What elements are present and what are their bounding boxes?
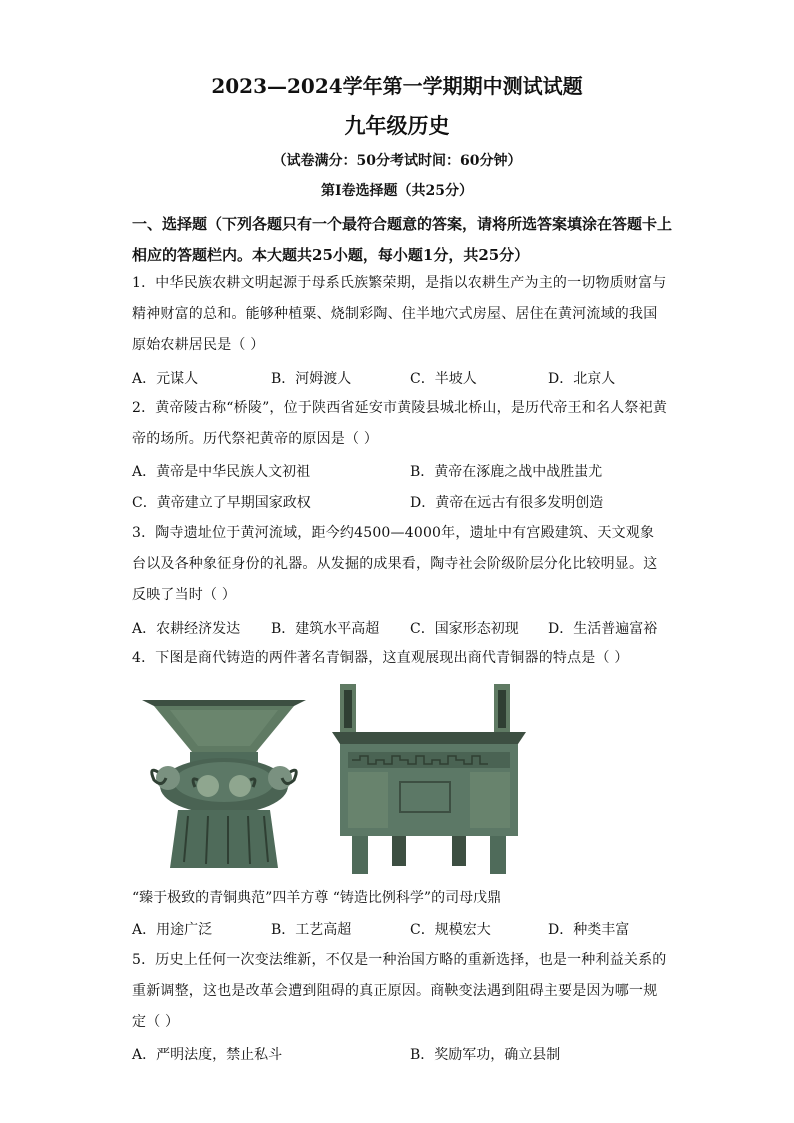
question-5-options <box>132 1044 672 1068</box>
option-b: B．河姆渡人 <box>271 371 352 387</box>
question-3-stem: 3．陶寺遗址位于黄河流域，距今约4500—4000年，遗址中有宫殿建筑、天文观象台以及各种象征身份的礼器。从发掘的成果看，陶寺社会阶级阶层分化比较明显。这反映了当时（ ） <box>132 525 658 603</box>
question-1-options <box>132 368 672 392</box>
option-c: C．半坡人 <box>410 371 477 387</box>
exam-title: 2023—2024学年第一学期期中测试试题 <box>211 74 583 98</box>
question-2-options-row1 <box>132 461 672 485</box>
exam-info: （试卷满分：50分考试时间：60分钟） <box>272 153 522 169</box>
option-a: A．用途广泛 <box>132 922 213 938</box>
option-b: B．工艺高超 <box>271 922 352 938</box>
option-b: B．建筑水平高超 <box>271 621 380 637</box>
simuwu-ding-image <box>332 684 526 874</box>
four-ram-zun-image <box>142 700 306 868</box>
option-d: D．种类丰富 <box>548 922 630 938</box>
question-2-options-row2 <box>132 492 672 516</box>
figure-caption: “臻于极致的青铜典范”四羊方尊 “铸造比例科学”的司母戊鼎 <box>132 890 502 906</box>
question-3-options <box>132 618 672 642</box>
bronze-vessels-figure <box>130 682 550 878</box>
question-2-stem: 2．黄帝陵古称“桥陵”，位于陕西省延安市黄陵县城北桥山，是历代帝王和名人祭祀黄帝的场所。历代祭祀黄帝的原因是（ ） <box>132 400 668 447</box>
question-5-stem: 5．历史上任何一次变法维新，不仅是一种治国方略的重新选择，也是一种利益关系的重新调整，这也是改革会遭到阻碍的真正原因。商鞅变法遇到阻碍主要是因为哪一规定（ ） <box>132 952 667 1030</box>
section-heading: 一、选择题（下列各题只有一个最符合题意的答案，请将所选答案填涂在答题卡上相应的答题栏内。本大题共25小题，每小题1分，共25分） <box>132 215 673 264</box>
question-1-stem: 1．中华民族农耕文明起源于母系氏族繁荣期，是指以农耕生产为主的一切物质财富与精神财富的总和。能够种植粟、烧制彩陶、住半地穴式房屋、居住在黄河流域的我国原始农耕居民是（ ） <box>132 275 667 353</box>
question-4-stem: 4．下图是商代铸造的两件著名青铜器，这直观展现出商代青铜器的特点是（ ） <box>132 650 629 666</box>
option-d: D．生活普遍富裕 <box>548 621 658 637</box>
option-a: A．元谋人 <box>132 371 199 387</box>
option-c: C．黄帝建立了早期国家政权 <box>132 495 311 511</box>
option-b: B．黄帝在涿鹿之战中战胜蚩尤 <box>410 464 603 480</box>
option-c: C．国家形态初现 <box>410 621 519 637</box>
exam-part: 第Ⅰ卷选择题（共25分） <box>320 183 474 199</box>
option-a: A．严明法度，禁止私斗 <box>132 1047 283 1063</box>
exam-subject: 九年级历史 <box>344 113 450 138</box>
option-a: A．农耕经济发达 <box>132 621 241 637</box>
option-a: A．黄帝是中华民族人文初祖 <box>132 464 311 480</box>
option-d: D．黄帝在远古有很多发明创造 <box>410 495 604 511</box>
option-b: B．奖励军功，确立县制 <box>410 1047 561 1063</box>
option-c: C．规模宏大 <box>410 922 491 938</box>
question-4-options <box>132 919 672 943</box>
option-d: D．北京人 <box>548 371 616 387</box>
